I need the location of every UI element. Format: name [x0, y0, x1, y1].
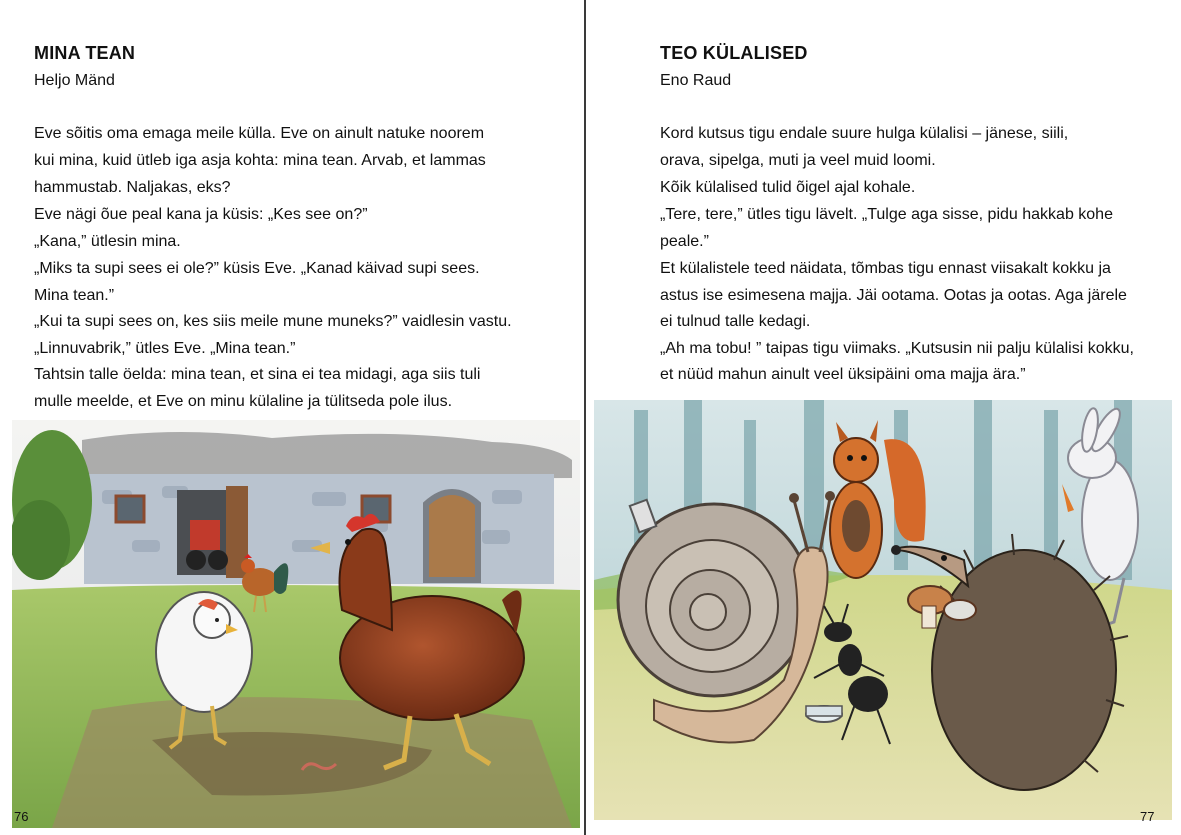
- text-line: orava, sipelga, muti ja veel muid loomi.: [660, 152, 936, 169]
- text-line: kui mina, kuid ütleb iga asja kohta: mina tean. Arvab, et lammas: [34, 152, 486, 169]
- text-line: et nüüd mahun ainult veel üksipäini oma majja ära.”: [660, 366, 1026, 383]
- text-line: „Ah ma tobu! ” taipas tigu viimaks. „Kutsusin nii palju külalisi kokku,: [660, 340, 1134, 357]
- text-line: hammustab. Naljakas, eks?: [34, 179, 231, 196]
- text-line: Tahtsin talle öelda: mina tean, et sina ei tea midagi, aga siis tuli: [34, 366, 481, 383]
- text-line: ei tulnud talle kedagi.: [660, 313, 811, 330]
- text-line: Eve nägi õue peal kana ja küsis: „Kes see on?”: [34, 206, 368, 223]
- snail-guests-illustration: [594, 400, 1172, 820]
- text-line: Kord kutsus tigu endale suure hulga külalisi – jänese, siili,: [660, 125, 1069, 142]
- text-line: mulle meelde, et Eve on minu külaline ja tülitseda pole ilus.: [34, 393, 453, 410]
- page-number: 76: [14, 809, 29, 824]
- text-line: „Linnuvabrik,” ütles Eve. „Mina tean.”: [34, 340, 296, 357]
- text-line: Et külalistele teed näidata, tõmbas tigu ennast viisakalt kokku ja: [660, 260, 1111, 277]
- story-author: Eno Raud: [660, 72, 732, 89]
- text-line: „Kui ta supi sees on, kes siis meile mune muneks?” vaidlesin vastu.: [34, 313, 512, 330]
- text-line: Mina tean.”: [34, 287, 115, 304]
- text-line: Kõik külalised tulid õigel ajal kohale.: [660, 179, 916, 196]
- story-title: TEO KÜLALISED: [660, 43, 808, 63]
- right-page: [586, 0, 1181, 835]
- text-line: „Tere, tere,” ütles tigu lävelt. „Tulge aga sisse, pidu hakkab kohe: [660, 206, 1113, 223]
- text-line: „Kana,” ütlesin mina.: [34, 233, 181, 250]
- page-number: 77: [1140, 809, 1155, 824]
- text-line: Eve sõitis oma emaga meile külla. Eve on ainult natuke noorem: [34, 125, 485, 142]
- story-author: Heljo Mänd: [34, 72, 115, 89]
- text-line: „Miks ta supi sees ei ole?” küsis Eve. „Kanad käivad supi sees.: [34, 260, 480, 277]
- farmyard-chickens-illustration: [12, 420, 580, 828]
- text-line: astus ise esimesena majja. Jäi ootama. Ootas ja ootas. Aga järele: [660, 287, 1127, 304]
- left-page: [0, 0, 585, 835]
- text-line: peale.”: [660, 233, 709, 250]
- story-title: MINA TEAN: [34, 43, 136, 63]
